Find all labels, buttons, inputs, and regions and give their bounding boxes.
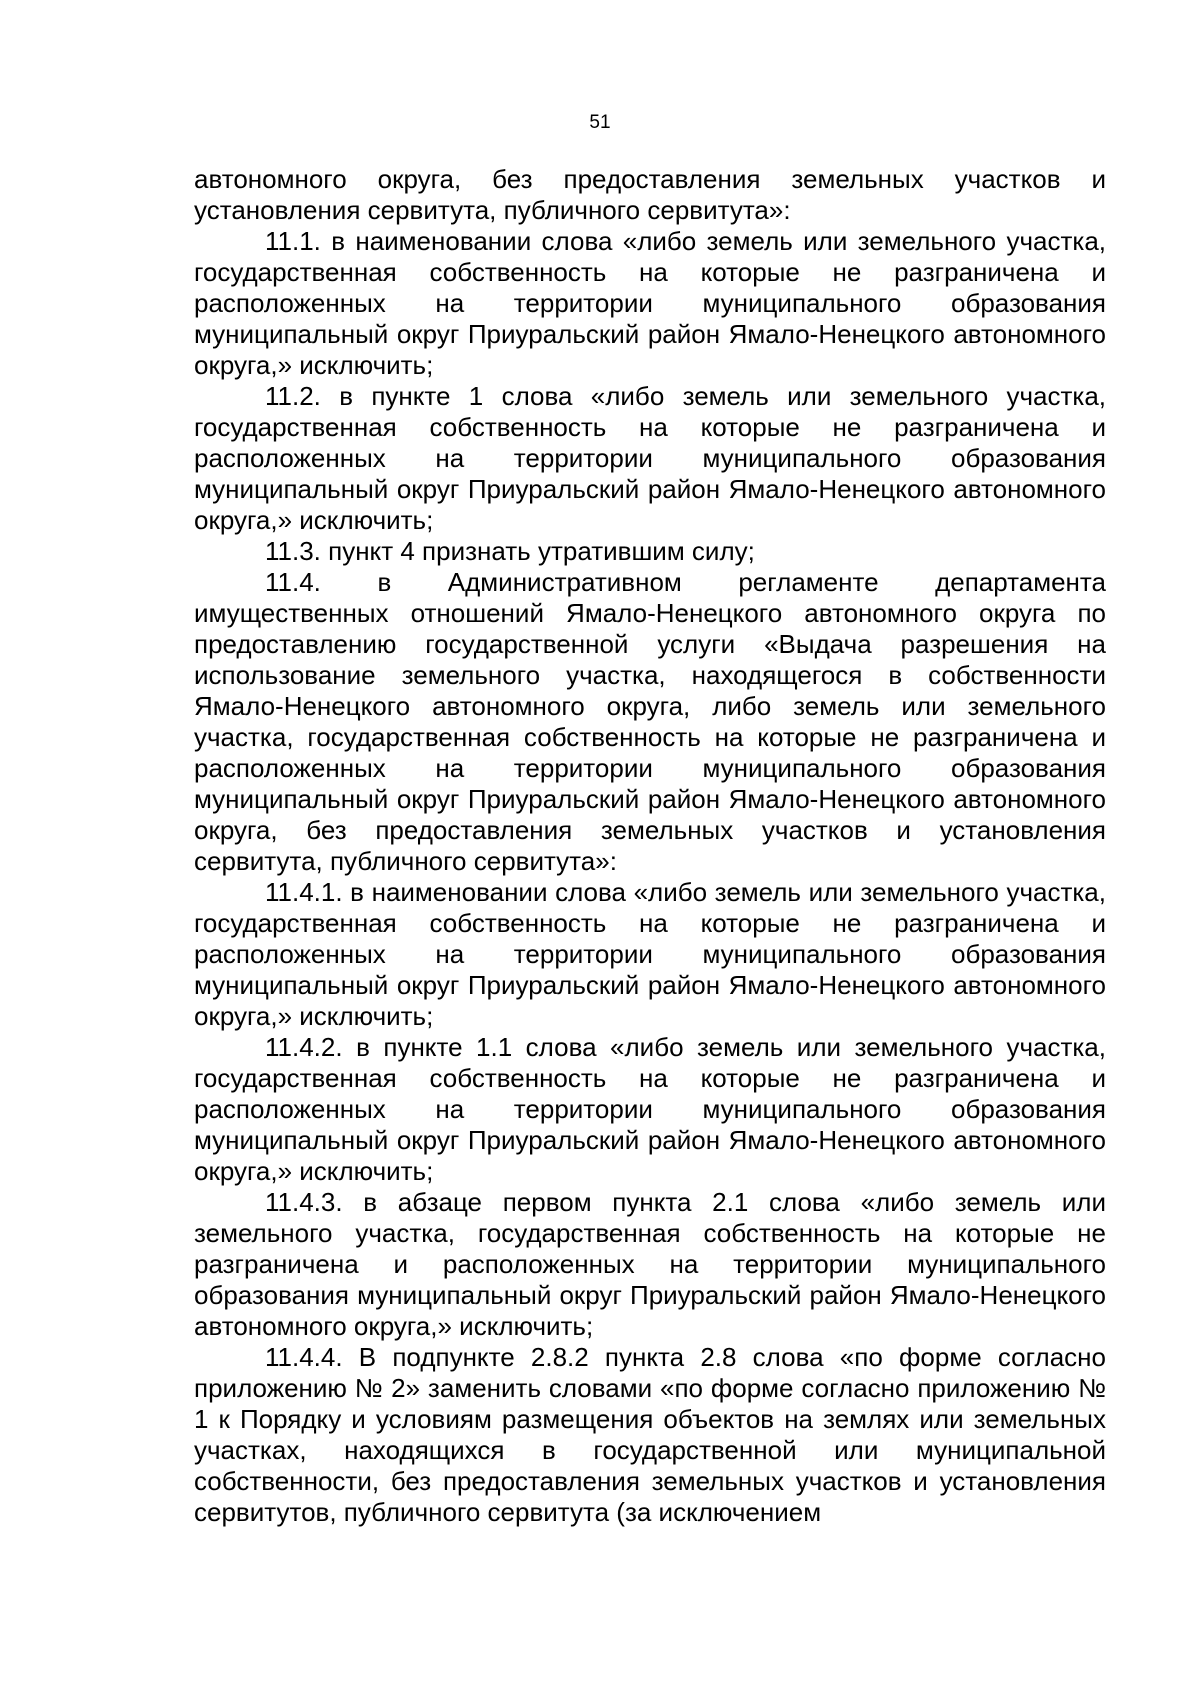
document-body — [194, 164, 1106, 1528]
paragraph-11-4-3: 11.4.3. в абзаце первом пункта 2.1 слова «либо земель или земельного участка, государственная собственность на которые не разграничена и расположенных на территории муниципального образования муниципальный округ Приуральский район Ямало-Ненецкого автономного округа,» исключить; — [194, 1187, 1106, 1341]
paragraph-continuation: автономного округа, без предоставления земельных участков и установления сервитута, публичного сервитута»: — [194, 164, 1106, 225]
page-number: 51 — [589, 112, 611, 133]
paragraph-11-1: 11.1. в наименовании слова «либо земель или земельного участка, государственная собственность на которые не разграничена и расположенных на территории муниципального образования муниципальный округ Приуральский район Ямало-Ненецкого автономного округа,» исключить; — [194, 226, 1106, 380]
paragraph-11-4: 11.4. в Административном регламенте департамента имущественных отношений Ямало-Ненецкого автономного округа по предоставлению государственной услуги «Выдача разрешения на использование земельного участка, находящегося в собственности Ямало-Ненецкого автономного округа, либо земель или земельного участка, государственная собственность на которые не разграничена и расположенных на территории муниципального образования муниципальный округ Приуральский район Ямало-Ненецкого автономного округа, без предоставления земельных участков и установления сервитута, публичного сервитута»: — [194, 567, 1106, 876]
paragraph-11-4-4: 11.4.4. В подпункте 2.8.2 пункта 2.8 слова «по форме согласно приложению № 2» заменить словами «по форме согласно приложению № 1 к Порядку и условиям размещения объектов на землях или земельных участках, находящихся в государственной или муниципальной собственности, без предоставления земельных участков и установления сервитутов, публичного сервитута (за исключением — [194, 1342, 1106, 1527]
paragraph-11-2: 11.2. в пункте 1 слова «либо земель или земельного участка, государственная собственность на которые не разграничена и расположенных на территории муниципального образования муниципальный округ Приуральский район Ямало-Ненецкого автономного округа,» исключить; — [194, 381, 1106, 535]
paragraph-11-4-2: 11.4.2. в пункте 1.1 слова «либо земель или земельного участка, государственная собственность на которые не разграничена и расположенных на территории муниципального образования муниципальный округ Приуральский район Ямало-Ненецкого автономного округа,» исключить; — [194, 1032, 1106, 1186]
paragraph-11-4-1: 11.4.1. в наименовании слова «либо земель или земельного участка, государственная собственность на которые не разграничена и расположенных на территории муниципального образования муниципальный округ Приуральский район Ямало-Ненецкого автономного округа,» исключить; — [194, 877, 1106, 1031]
paragraph-11-3: 11.3. пункт 4 признать утратившим силу; — [265, 536, 755, 566]
